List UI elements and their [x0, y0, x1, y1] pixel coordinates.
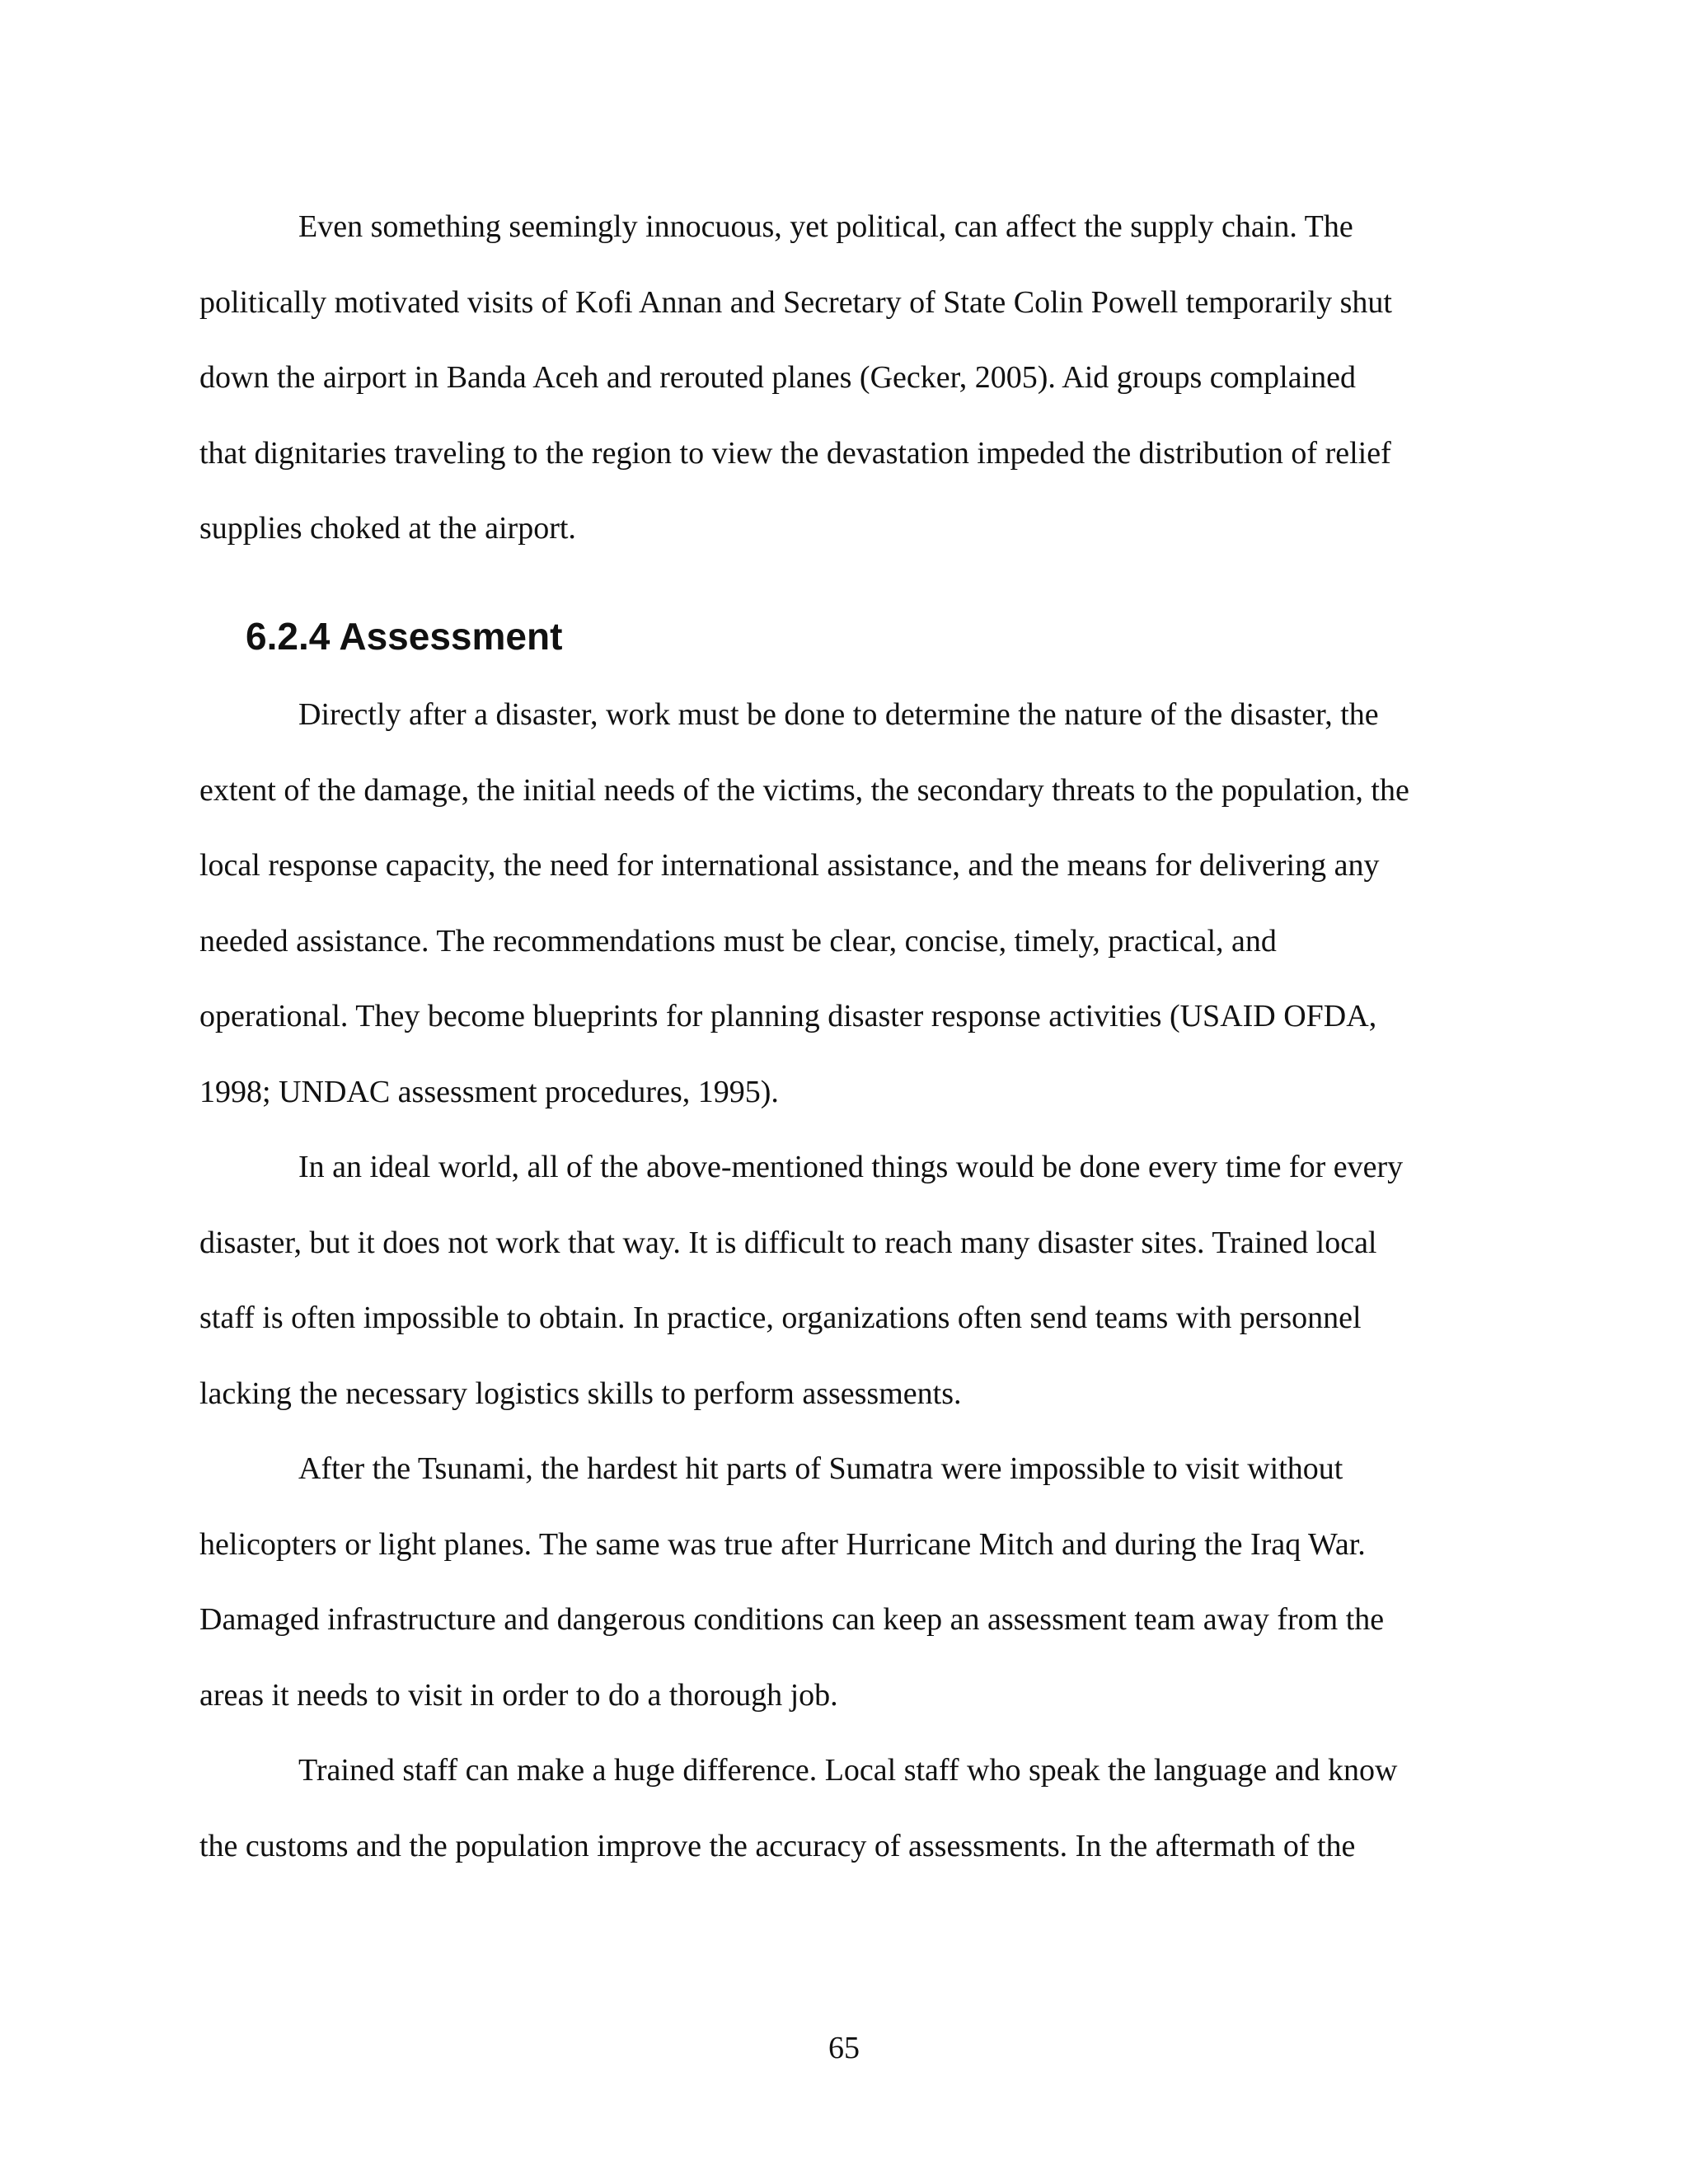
paragraph-line: local response capacity, the need for international assistance, and the means for delivering any — [199, 848, 1380, 883]
paragraph-line: disaster, but it does not work that way. It is difficult to reach many disaster sites. Trained local — [199, 1225, 1377, 1260]
paragraph-line: Directly after a disaster, work must be done to determine the nature of the disaster, the — [298, 697, 1379, 732]
paragraph-line: After the Tsunami, the hardest hit parts of Sumatra were impossible to visit without — [298, 1451, 1343, 1486]
paragraph-line: 1998; UNDAC assessment procedures, 1995). — [199, 1074, 779, 1109]
paragraph-1 — [199, 190, 1485, 567]
paragraph-line: In an ideal world, all of the above-mentioned things would be done every time for every — [298, 1150, 1404, 1184]
paragraph-line: needed assistance. The recommendations must be clear, concise, timely, practical, and — [199, 923, 1277, 958]
page-number: 65 — [828, 2031, 860, 2065]
paragraph-3 — [199, 1130, 1485, 1432]
paragraph-line: down the airport in Banda Aceh and rerouted planes (Gecker, 2005). Aid groups complained — [199, 360, 1357, 395]
section-heading: 6.2.4 Assessment — [246, 615, 563, 658]
paragraph-line: lacking the necessary logistics skills to perform assessments. — [199, 1376, 962, 1411]
paragraph-line: helicopters or light planes. The same was true after Hurricane Mitch and during the Iraq War. — [199, 1526, 1366, 1562]
paragraph-2 — [199, 677, 1485, 1130]
paragraph-line: politically motivated visits of Kofi Annan and Secretary of State Colin Powell temporarily shut — [199, 284, 1392, 320]
paragraph-line: supplies choked at the airport. — [199, 511, 576, 546]
paragraph-line: extent of the damage, the initial needs of the victims, the secondary threats to the population, the — [199, 772, 1409, 808]
paragraph-line: that dignitaries traveling to the region to view the devastation impeded the distribution of relief — [199, 435, 1391, 471]
paragraph-5 — [199, 1733, 1485, 1884]
paragraph-line: Even something seemingly innocuous, yet political, can affect the supply chain. The — [298, 209, 1353, 244]
paragraph-line: Damaged infrastructure and dangerous conditions can keep an assessment team away from the — [199, 1602, 1385, 1637]
paragraph-line: operational. They become blueprints for planning disaster response activities (USAID OFDA, — [199, 999, 1377, 1033]
paragraph-line: Trained staff can make a huge difference. Local staff who speak the language and know — [298, 1753, 1398, 1788]
paragraph-line: staff is often impossible to obtain. In practice, organizations often send teams with personnel — [199, 1301, 1362, 1335]
paragraph-4 — [199, 1432, 1485, 1733]
paragraph-line: the customs and the population improve the accuracy of assessments. In the aftermath of the — [199, 1828, 1356, 1863]
paragraph-line: areas it needs to visit in order to do a thorough job. — [199, 1677, 838, 1713]
